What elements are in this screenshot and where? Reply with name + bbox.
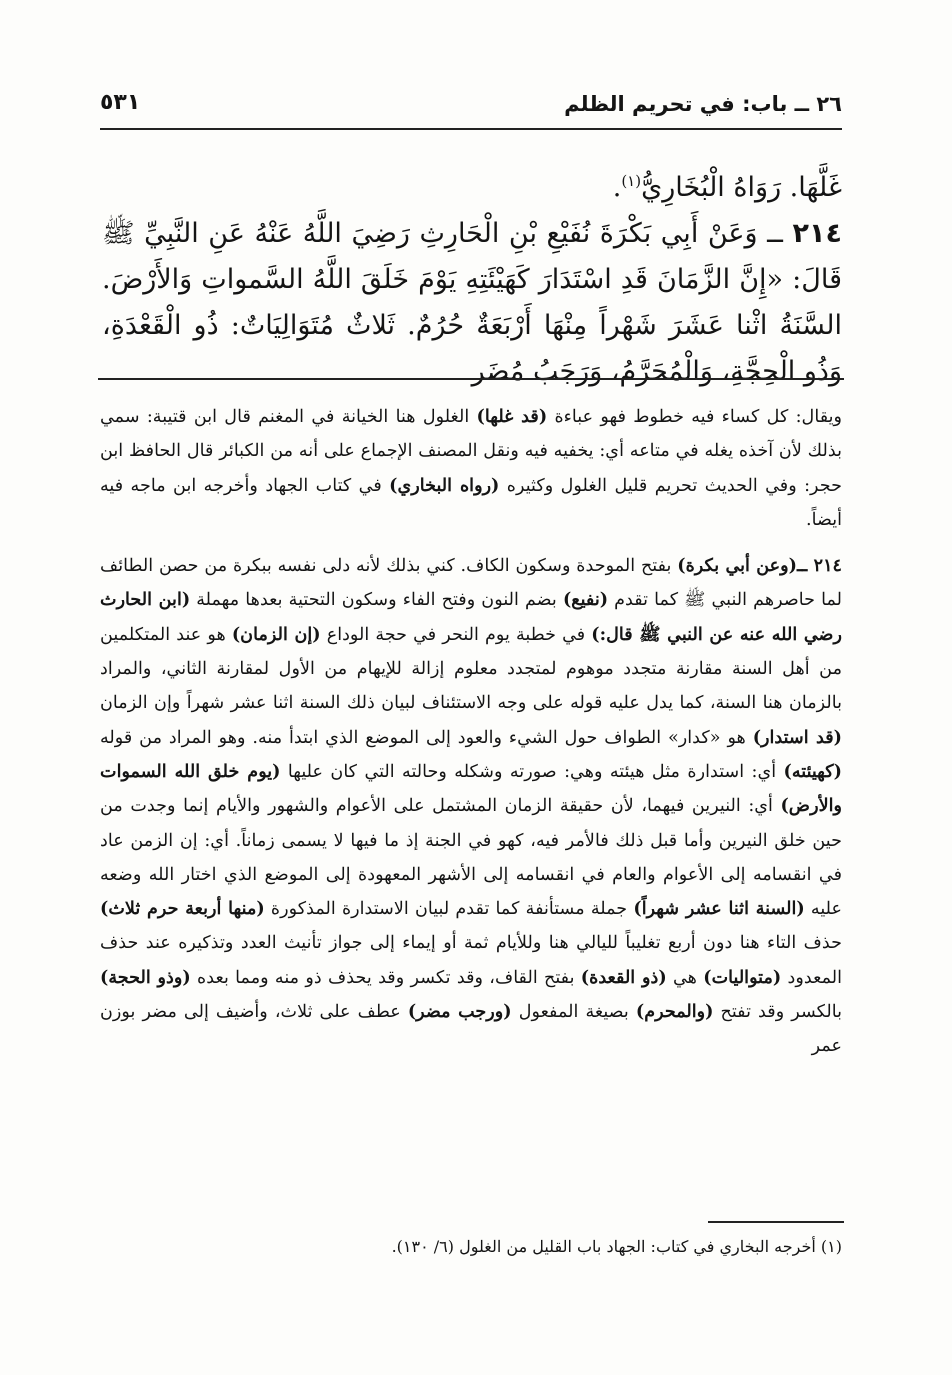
commentary-text: الغلول هنا الخيانة في المغنم قال ابن قتيبة: سمي بذلك لأن آخذه يغله في متاعه أي: يخفيه فيه ونقل المصنف الإجماع على أنه من الكبائر قال الحافظ ابن حجر: وفي الحديث تحريم قليل الغلول وكثيره <box>100 407 842 496</box>
commentary-text: هي <box>666 967 704 988</box>
commentary-text: ويقال: كل كساء فيه خطوط فهو عباءة <box>547 407 842 427</box>
commentary-bold-term: (قد غلها) <box>476 406 548 427</box>
chapter-title: ٢٦ ــ باب: في تحريم الظلم <box>564 92 842 116</box>
commentary-bold-term: (نفيع) <box>562 589 609 611</box>
header-rule <box>100 128 842 130</box>
commentary-bold-term: (رواه البخاري) <box>389 474 500 496</box>
commentary-text: أي: النيرين فيهما، لأن حقيقة الزمان المشتمل على الأعوام والشهور والأيام إنما وجدت من حين خلق النيرين وأما قبل ذلك فالأمر فيه، كهو في الجنة إذ ما فيها لا يسمى زماناً. أي: إن الزمن عاد في انقسامه إلى الأعوام والعام في انقسامه إلى الأشهر المعهودة إلى الموضع الذي اختار الله وضعه عليه <box>100 796 842 920</box>
previous-hadith-ending: غَلَّهَا. رَوَاهُ الْبُخَارِيُّ <box>641 172 842 203</box>
commentary-bold-term: (ورجب مضر) <box>407 1001 512 1023</box>
commentary-text: بضم النون وفتح الفاء وسكون التحتية بعدها مهملة <box>190 590 563 611</box>
page-header <box>100 88 842 126</box>
commentary-text: هو «كدار» الطواف حول الشيء والعود إلى الموضع الذي ابتدأ منه. وهو المراد من قوله <box>100 727 753 748</box>
commentary-text: بالكسر وقد تفتح <box>713 1002 842 1023</box>
hadith-214 <box>102 211 842 395</box>
commentary-bold-term: (متواليات) <box>703 966 782 988</box>
footnote <box>100 1232 842 1262</box>
text-commentary-separator <box>98 378 844 380</box>
commentary-paragraph-2 <box>100 549 842 1063</box>
commentary-bold-term: (وذو الحجة) <box>100 966 191 988</box>
footnote-marker: (١) <box>820 1237 842 1256</box>
commentary-bold-term: (قد استدار) <box>752 726 842 748</box>
commentary-bold-term: (كهيئته) <box>783 760 842 782</box>
commentary-text: عطف على ثلاث، وأضيف إلى مضر بوزن عمر <box>100 1002 842 1057</box>
commentary-paragraph-1 <box>100 400 842 537</box>
commentary-text: في خطبة يوم النحر في حجة الوداع <box>320 624 592 645</box>
hadith-body: ــ وَعَنْ أَبِي بَكْرَةَ نُفَيْعِ بْنِ الْحَارِثِ رَضِيَ اللَّهُ عَنْهُ عَنِ النَّبِيِّ ﷺ قَالَ: «إِنَّ الزَّمَانَ قَدِ اسْتَدَارَ كَهَيْئَتِهِ يَوْمَ خَلَقَ اللَّهُ السَّمواتِ وَالأَرْضَ. السَّنَةُ اثْنا عَشَرَ شَهْراً مِنْهَا أَرْبَعَةٌ حُرُمٌ. ثَلاثٌ مُتَوَالِيَاتٌ: ذُو الْقَعْدَةِ، وَذُو الْحِجَّةِ، وَالْمُحَرَّمُ، وَرَجَبُ مُضَر <box>102 218 842 387</box>
commentary-text: بصيغة المفعول <box>511 1002 636 1023</box>
commentary-text: بفتح الموحدة وسكون الكاف. كني بذلك لأنه دلى نفسه ببكرة من حصن الطائف لما حاصرهم النبي ﷺ كما تقدم <box>100 556 842 611</box>
commentary-bold-term: (السنة اثنا عشر شهراً) <box>633 898 805 920</box>
commentary-bold-term: (والمحرم) <box>635 1001 714 1023</box>
page-number: ٥٣١ <box>100 90 141 115</box>
hadith-number: ٢١٤ <box>792 218 842 249</box>
commentary-bold-term: ٢١٤ ــ(وعن أبي بكرة) <box>677 555 842 577</box>
commentary-text: جملة مستأنفة كما تقدم لبيان الاستدارة المذكورة <box>264 899 634 920</box>
commentary-bold-term: (منها أربعة حرم ثلاث) <box>100 898 265 920</box>
commentary-bold-term: (يوم خلق الله السموات والأرض) <box>100 760 842 817</box>
commentary-text: في كتاب الجهاد وأخرجه ابن ماجه فيه أيضاً. <box>100 475 842 530</box>
commentary-text: حذف التاء هنا دون أربع تغليباً لليالي هنا وللأيام ثمة أو إيماء إلى جواز تأنيث العدد وتذكيره عند حذف المعدود <box>100 933 842 988</box>
commentary-text: أي: استدارة مثل هيئته وهي: صورته وشكله وحالته التي كان عليها <box>280 761 784 782</box>
commentary-bold-term: (ذو القعدة) <box>580 966 667 988</box>
commentary-bold-term: (ابن الحارث رضي الله عنه عن النبي ﷺ قال:) <box>100 589 842 645</box>
footnote-reference: (١) <box>621 172 642 190</box>
line-end-punctuation: . <box>612 172 622 203</box>
hadith-text <box>102 158 842 395</box>
commentary-text: بفتح القاف، وقد تكسر وقد يحذف ذو منه ومما بعده <box>190 967 581 988</box>
commentary-text: هو عند المتكلمين من أهل السنة مقارنة متجدد موهوم لمتجدد معلوم إزالة للإيهام من الأول لمقارنة الثاني، والمراد بالزمان هنا السنة، كما يدل عليه قوله على وجه الاستئناف لبيان ذلك السنة اثنا عشر شهراً وإن الزمان <box>100 624 842 714</box>
commentary <box>100 400 842 1076</box>
footnote-rule <box>708 1221 844 1223</box>
commentary-bold-term: (إن الزمان) <box>231 623 321 645</box>
footnote-text: أخرجه البخاري في كتاب: الجهاد باب القليل من الغلول (٦/ ١٣٠). <box>391 1237 816 1256</box>
hadith-line-previous <box>102 158 842 211</box>
